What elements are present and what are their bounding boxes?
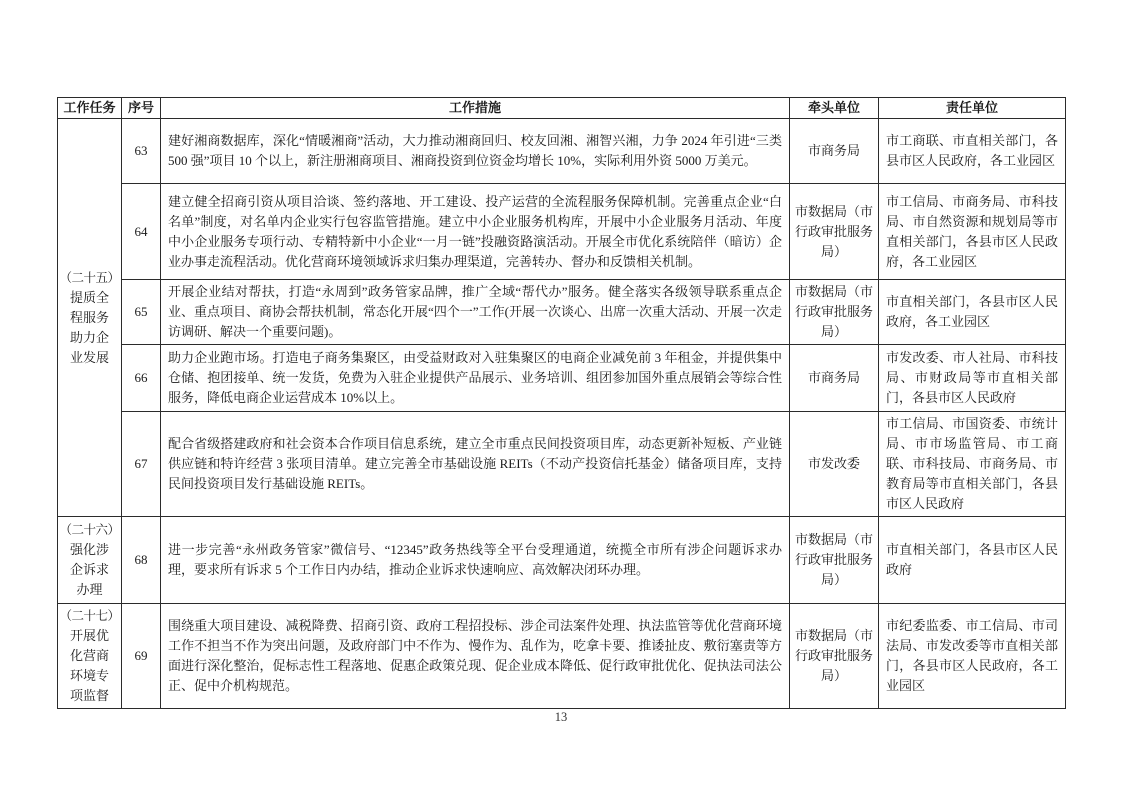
lead-unit-cell: 市数据局（市行政审批服务局） — [790, 517, 879, 604]
measure-cell: 助力企业跑市场。打造电子商务集聚区，由受益财政对入驻集聚区的电商企业减免前 3 年租金，并提供集中仓储、抱团接单、统一发货，免费为入驻企业提供产品展示、业务培训、组团参加国外重点展销会等综合性服务，降低电商企业运营成本 10%以上。 — [161, 345, 790, 412]
responsible-unit-cell: 市发改委、市人社局、市科技局、市财政局等市直相关部门，各县市区人民政府 — [879, 345, 1066, 412]
task-title: 强化涉企诉求办理 — [69, 542, 109, 597]
measure-cell: 配合省级搭建政府和社会资本合作项目信息系统，建立全市重点民间投资项目库，动态更新补短板、产业链供应链和特许经营 3 张项目清单。建立完善全市基础设施 REITs（不动产投资信托基金）储备项目库，支持民间投资项目发行基础设施 REITs。 — [161, 412, 790, 517]
table-row — [58, 412, 1066, 517]
row-number: 69 — [122, 604, 161, 709]
lead-unit-cell: 市数据局（市行政审批服务局） — [790, 184, 879, 280]
row-number: 67 — [122, 412, 161, 517]
page-number: 13 — [554, 710, 568, 724]
lead-unit-cell: 市发改委 — [790, 412, 879, 517]
lead-unit-cell: 市商务局 — [790, 119, 879, 184]
table-row — [58, 184, 1066, 280]
table-row — [58, 345, 1066, 412]
lead-unit-cell: 市数据局（市行政审批服务局） — [790, 280, 879, 345]
col-header-measure: 工作措施 — [161, 98, 790, 119]
task-cell-27 — [58, 604, 122, 709]
table-row — [58, 280, 1066, 345]
table-row — [58, 604, 1066, 709]
col-header-task: 工作任务 — [58, 98, 122, 119]
table-row — [58, 517, 1066, 604]
task-title: 提质全程服务助力企业发展 — [69, 289, 109, 365]
task-cell-26 — [58, 517, 122, 604]
measure-cell: 开展企业结对帮扶，打造“永周到”政务管家品牌，推广全域“帮代办”服务。健全落实各级领导联系重点企业、重点项目、商协会帮扶机制，常态化开展“四个一”工作(开展一次谈心、出席一次重大活动、开展一次走访调研、解决一个重要问题)。 — [161, 280, 790, 345]
col-header-lead: 牵头单位 — [790, 98, 879, 119]
responsible-unit-cell: 市工信局、市国资委、市统计局、市市场监管局、市工商联、市科技局、市商务局、市教育局等市直相关部门，各县市区人民政府 — [879, 412, 1066, 517]
table-row — [58, 119, 1066, 184]
measure-cell: 围绕重大项目建设、减税降费、招商引资、政府工程招投标、涉企司法案件处理、执法监管等优化营商环境工作不担当不作为突出问题，及政府部门中不作为、慢作为、乱作为，吃拿卡要、推诿扯皮、敷衍塞责等方面进行深化整治，促标志性工程落地、促惠企政策兑现、促企业成本降低、促行政审批优化、促执法司法公正、促中介机构规范。 — [161, 604, 790, 709]
row-number: 68 — [122, 517, 161, 604]
responsible-unit-cell: 市工商联、市直相关部门，各县市区人民政府，各工业园区 — [879, 119, 1066, 184]
task-index-label: （二十六） — [59, 523, 120, 537]
row-number: 64 — [122, 184, 161, 280]
measure-cell: 建好湘商数据库，深化“情暖湘商”活动，大力推动湘商回归、校友回湘、湘智兴湘，力争 2024 年引进“三类 500 强”项目 10 个以上，新注册湘商项目、湘商投资到位资金均增长 10%，实际利用外资 5000 万美元。 — [161, 119, 790, 184]
row-number: 66 — [122, 345, 161, 412]
task-title: 开展优化营商环境专项监督 — [69, 628, 109, 703]
responsible-unit-cell: 市纪委监委、市工信局、市司法局、市发改委等市直相关部门，各县市区人民政府，各工业园区 — [879, 604, 1066, 709]
responsible-unit-cell: 市直相关部门，各县市区人民政府，各工业园区 — [879, 280, 1066, 345]
task-index-label: （二十五） — [59, 270, 120, 285]
responsible-unit-cell: 市工信局、市商务局、市科技局、市自然资源和规划局等市直相关部门，各县市区人民政府，各工业园区 — [879, 184, 1066, 280]
col-header-no: 序号 — [122, 98, 161, 119]
task-index-label: （二十七） — [59, 609, 120, 623]
lead-unit-cell: 市商务局 — [790, 345, 879, 412]
responsible-unit-cell: 市直相关部门，各县市区人民政府 — [879, 517, 1066, 604]
work-plan-table — [57, 97, 1066, 709]
row-number: 63 — [122, 119, 161, 184]
row-number: 65 — [122, 280, 161, 345]
task-cell-25 — [58, 119, 122, 517]
table-header-row — [58, 98, 1066, 119]
measure-cell: 建立健全招商引资从项目洽谈、签约落地、开工建设、投产运营的全流程服务保障机制。完善重点企业“白名单”制度，对名单内企业实行包容监管措施。建立中小企业服务机构库，开展中小企业服务月活动、年度中小企业服务专项行动、专精特新中小企业“一月一链”投融资路演活动。开展全市优化系统陪伴（暗访）企业办事走流程活动。优化营商环境领域诉求归集办理渠道，完善转办、督办和反馈相关机制。 — [161, 184, 790, 280]
measure-cell: 进一步完善“永州政务管家”微信号、“12345”政务热线等全平台受理通道，统揽全市所有涉企问题诉求办理，要求所有诉求 5 个工作日内办结，推动企业诉求快速响应、高效解决闭环办理。 — [161, 517, 790, 604]
col-header-responsible: 责任单位 — [879, 98, 1066, 119]
lead-unit-cell: 市数据局（市行政审批服务局） — [790, 604, 879, 709]
